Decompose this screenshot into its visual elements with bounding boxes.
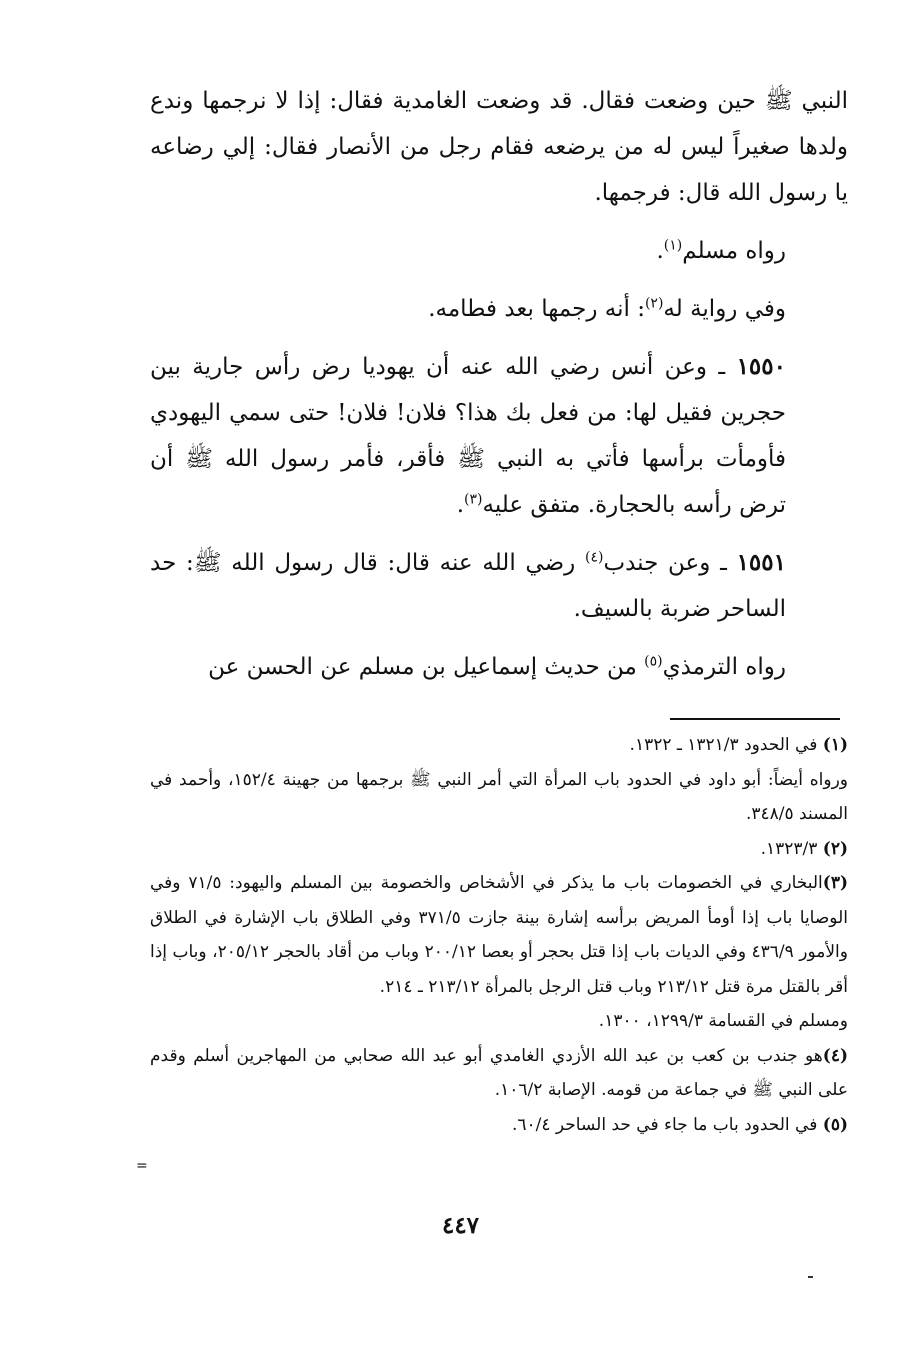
tirmidhi-attribution: رواه الترمذي$^{(٥)}$ من حديث إسماعيل بن مسلم عن الحسن عن [208,653,786,680]
footnote-ref: (٤) [584,549,604,566]
footnote-ref: (٣) [464,491,483,508]
footnote-number: (٤) [822,1045,848,1066]
hadith-number: ١٥٥٠ [736,353,786,380]
footnote-ref: (١) [663,237,683,254]
footnote-number: (٥) [822,1114,848,1135]
muslim-attribution: رواه مسلم$^{(١)}$. [656,237,786,264]
footnote-number: (١) [822,735,848,755]
hadith-1551: ١٥٥١ ـ وعن جندب$^{(٤)}$ رضي الله عنه قال: قال رسول الله ﷺ: حد الساحر ضربة بالسيف. [150,549,786,622]
footnote-5: (٥) في الحدود باب ما جاء في حد الساحر ٦٠/٤. [511,1114,848,1135]
main-line: وندع ولدها صغيراً ليس له من يرضعه فقام رجل من الأنصار فقال: إلي [150,88,849,160]
footnote-divider [670,718,840,720]
continuation-mark: = [136,1158,148,1174]
scan-speck [808,1276,813,1278]
main-paragraph-continued [150,78,848,216]
footnote-1-continued: ورواه أيضاً: أبو داود في الحدود باب المرأة التي أمر النبي ﷺ برجمها من جهينة ١٥٢/٤، وأحمد في المسند ٣٤٨/٥. [150,769,848,824]
footnote-4: (٤)هو جندب بن كعب بن عبد الله الأزدي الغامدي أبو عبد الله صحابي من المهاجرين أسلم وقدم على النبي ﷺ في جماعة من قومه. الإصابة ١٠٦/٢. [150,1045,848,1100]
page-number: ٤٤٧ [441,1212,480,1239]
main-line: النبي ﷺ حين وضعت فقال. قد وضعت الغامدية فقال: إذا لا نرجمها [202,88,849,114]
footnote-number: (٢) [822,838,848,859]
footnote-1: (١) في الحدود ١٣٢١/٣ ـ ١٣٢٢. [629,735,848,755]
main-line: رضاعه يا رسول الله قال: فرجمها. [150,134,848,206]
footnote-3: (٣)البخاري في الخصومات باب ما يذكر في الأشخاص والخصومة بين المسلم واليهود: ٧١/٥ وفي الوصايا باب إذا أومأ المريض برأسه إشارة بينة جازت ٣٧١/٥ وفي الطلاق باب الإشارة في الطلاق والأمور ٤٣٦/٩ وفي الديات باب إذا قتل بحجر أو بعصا ٢٠٠/١٢ وباب من أقاد بالحجر ٢٠٥/١٢، وباب إذا أقر بالقتل مرة قتل ٢١٣/١٢ وباب قتل الرجل بالمرأة ٢١٣/١٢ ـ ٢١٤. [150,873,848,997]
main-text [150,78,848,690]
footnote-number: (٣) [822,873,848,893]
footnote-ref: (٥) [644,653,663,670]
second-narration: وفي رواية له$^{(٢)}$: أنه رجمها بعد فطامه. [428,295,786,322]
footnote-2: (٢) ١٣٢٣/٣. [760,838,848,859]
footnote-ref: (٢) [644,295,664,312]
footnotes [150,728,848,1142]
hadith-1550: ١٥٥٠ ـ وعن أنس رضي الله عنه أن يهوديا رض رأس جارية بين حجرين فقيل لها: من فعل بك هذا؟ فلان! فلان! حتى سمي اليهودي فأومأت برأسها فأتي به النبي ﷺ فأقر، فأمر رسول الله ﷺ أن ترض رأسه بالحجارة. متفق عليه$^{(٣)}$. [150,353,786,518]
footnote-3-continued: ومسلم في القسامة ١٢٩٩/٣، ١٣٠٠. [598,1011,848,1031]
hadith-number: ١٥٥١ [736,549,786,576]
